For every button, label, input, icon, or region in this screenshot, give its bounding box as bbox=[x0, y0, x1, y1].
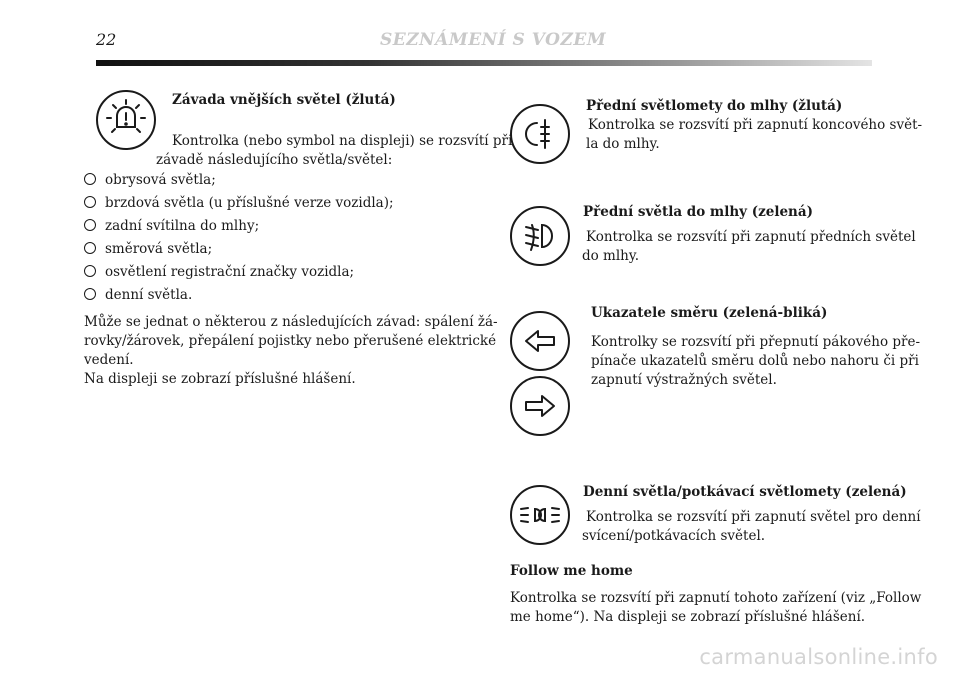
front-fog-light-icon bbox=[510, 206, 570, 266]
exterior-lights-intro-line1: Kontrolka (nebo symbol na displeji) se rozsvítí při bbox=[172, 133, 513, 149]
failure-paragraph-line3: vedení. bbox=[84, 352, 134, 368]
front-fog-green-heading: Přední světla do mlhy (zelená) bbox=[583, 204, 814, 220]
failure-paragraph-line4: Na displeji se zobrazí příslušné hlášení. bbox=[84, 371, 356, 387]
failure-bullet-list bbox=[84, 170, 394, 308]
front-fog-yellow-heading: Přední světlomety do mlhy (žlutá) bbox=[586, 98, 843, 114]
daytime-lights-heading: Denní světla/potkávací světlomety (zelená) bbox=[583, 484, 907, 500]
front-fog-yellow-line2: la do mlhy. bbox=[586, 136, 660, 152]
bullet-icon bbox=[84, 219, 96, 231]
failure-paragraph-line1: Může se jednat o některou z následujících závad: spálení žá- bbox=[84, 314, 498, 330]
bullet-icon bbox=[84, 265, 96, 277]
header-rule bbox=[96, 60, 872, 66]
watermark: carmanualsonline.info bbox=[699, 645, 938, 669]
section-title: SEZNÁMENÍ S VOZEM bbox=[380, 30, 607, 50]
daytime-running-light-icon bbox=[510, 485, 570, 545]
front-fog-yellow-line1: Kontrolka se rozsvítí při zapnutí koncového svět- bbox=[588, 117, 923, 133]
bullet-icon bbox=[84, 173, 96, 185]
front-fog-lamp-icon bbox=[510, 104, 570, 164]
bullet-icon bbox=[84, 288, 96, 300]
exterior-lights-intro-line2: závadě následujícího světla/světel: bbox=[156, 152, 393, 168]
exterior-light-failure-icon bbox=[96, 90, 156, 150]
list-item: osvětlení registrační značky vozidla; bbox=[84, 262, 394, 285]
indicators-line1: Kontrolky se rozsvítí při přepnutí pákového pře- bbox=[591, 334, 921, 350]
exterior-lights-heading: Závada vnějších světel (žlutá) bbox=[172, 92, 396, 108]
failure-paragraph-line2: rovky/žárovek, přepálení pojistky nebo přerušené elektrické bbox=[84, 333, 497, 349]
indicators-heading: Ukazatele směru (zelená-bliká) bbox=[591, 305, 828, 321]
list-item: obrysová světla; bbox=[84, 170, 394, 193]
bullet-icon bbox=[84, 196, 96, 208]
page-number: 22 bbox=[96, 30, 117, 49]
list-item: zadní svítilna do mlhy; bbox=[84, 216, 394, 239]
daytime-lights-line2: svícení/potkávacích světel. bbox=[582, 528, 766, 544]
list-item: denní světla. bbox=[84, 285, 394, 308]
bullet-icon bbox=[84, 242, 96, 254]
indicators-line2: pínače ukazatelů směru dolů nebo nahoru či při bbox=[591, 353, 919, 369]
turn-left-icon bbox=[510, 311, 570, 371]
follow-me-home-line1: Kontrolka se rozsvítí při zapnutí tohoto zařízení (viz „Follow bbox=[510, 590, 922, 606]
front-fog-green-line1: Kontrolka se rozsvítí při zapnutí předních světel bbox=[586, 229, 916, 245]
follow-me-home-line2: me home“). Na displeji se zobrazí příslušné hlášení. bbox=[510, 609, 866, 625]
list-item: brzdová světla (u příslušné verze vozidla); bbox=[84, 193, 394, 216]
front-fog-green-line2: do mlhy. bbox=[582, 248, 639, 264]
turn-right-icon bbox=[510, 376, 570, 436]
indicators-line3: zapnutí výstražných světel. bbox=[591, 372, 777, 388]
follow-me-home-heading: Follow me home bbox=[510, 563, 633, 579]
daytime-lights-line1: Kontrolka se rozsvítí při zapnutí světel pro denní bbox=[586, 509, 921, 525]
list-item: směrová světla; bbox=[84, 239, 394, 262]
